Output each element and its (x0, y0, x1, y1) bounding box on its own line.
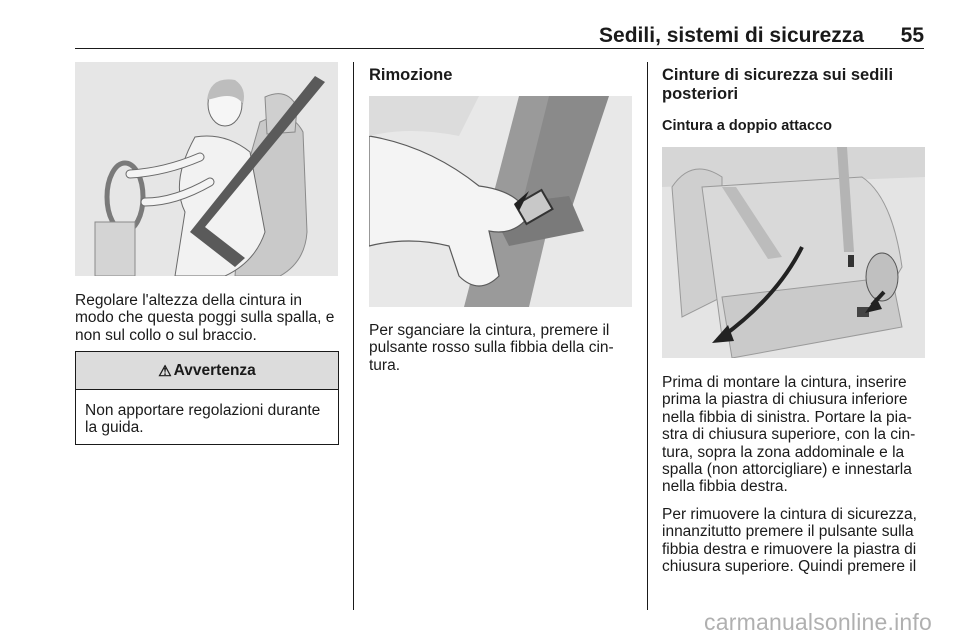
subheading-two-point: Cintura a doppio attacco (662, 118, 832, 134)
column-divider (647, 62, 648, 610)
mounting-paragraph: Prima di montare la cintura, inserire prima la piastra di chiusura inferiore nella fibbia di sinistra. Portare la pia-stra di chiusura superiore, con la cin-tura, sopra la zona addominale e la spalla (non attorcigliare) e innestarla nella fibbia destra. (662, 374, 916, 496)
header-rule (75, 48, 924, 49)
removal-paragraph: Per rimuovere la cintura di sicurezza, innanzitutto premere il pulsante sulla fibbia destra e rimuovere la piastra di chiusura superiore. Quindi premere il (662, 505, 917, 576)
page-number: 55 (900, 24, 924, 47)
column-divider (353, 62, 354, 610)
warning-header (76, 352, 338, 390)
rear-seat-belt-illustration (662, 147, 925, 358)
buckle-release-illustration (369, 96, 632, 307)
adjustment-paragraph: Regolare l'altezza della cintura in modo che questa poggi sulla spalla, e non sul collo o sul braccio. (75, 292, 335, 344)
release-paragraph: Per sganciare la cintura, premere il pulsante rosso sulla fibbia della cin-tura. (369, 322, 614, 374)
section-heading-rimozione: Rimozione (369, 66, 453, 84)
warning-title: Avvertenza (173, 361, 256, 379)
warning-box (75, 351, 339, 445)
driver-seatbelt-illustration (75, 62, 338, 276)
page-title: Sedili, sistemi di sicurezza (599, 24, 864, 47)
watermark: carmanualsonline.info (704, 609, 932, 635)
warning-text: Non apportare regolazioni durante la guida. (85, 402, 321, 437)
section-heading-rear-seatbelts: Cinture di sicurezza sui sedili posteriori (662, 66, 894, 103)
warning-icon: ⚠ (158, 362, 172, 380)
